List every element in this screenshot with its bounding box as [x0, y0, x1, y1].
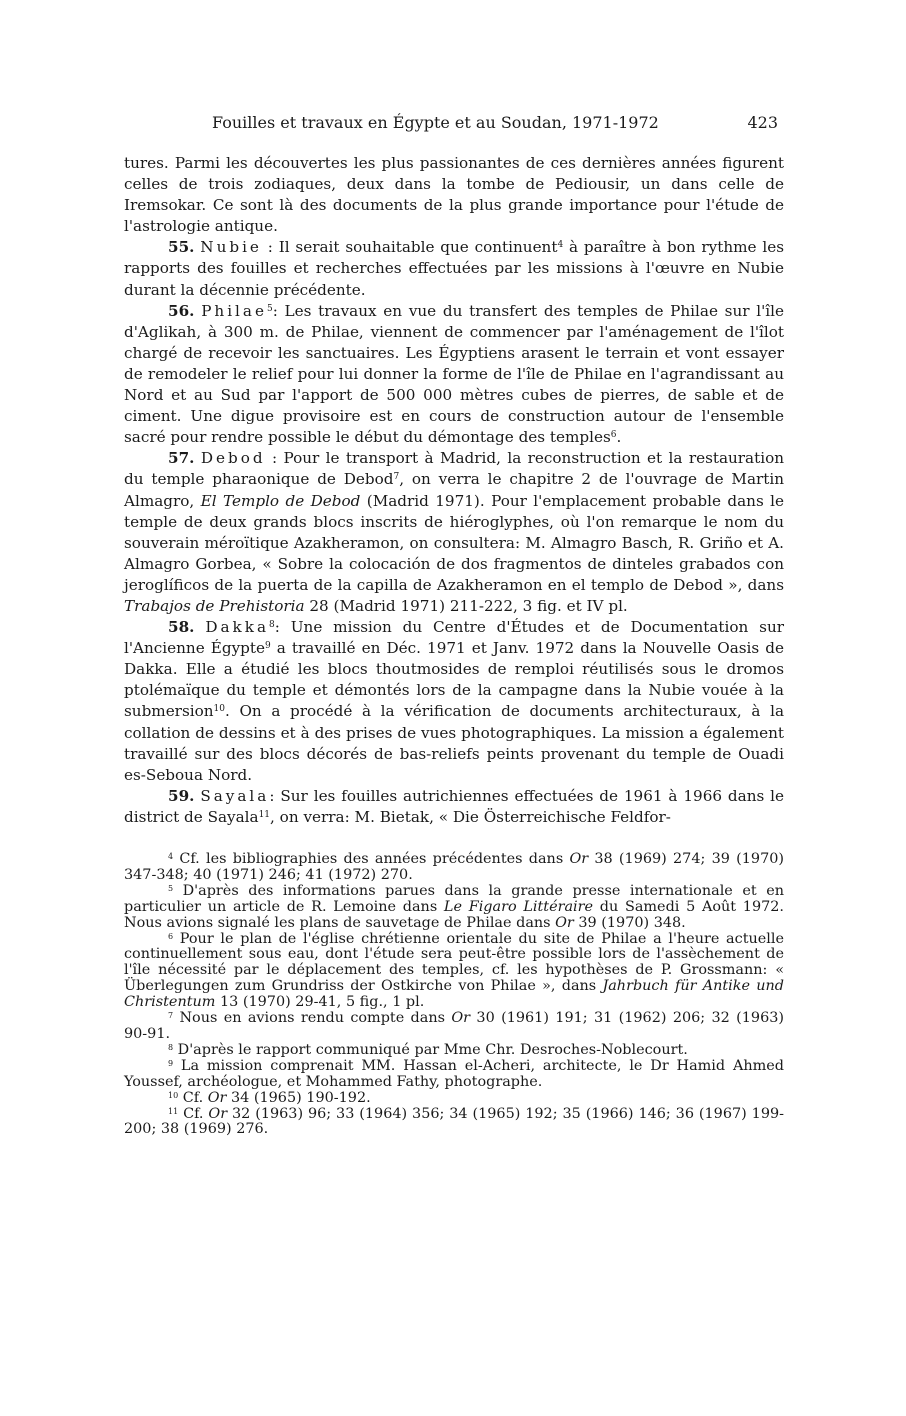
footnote-number: 6 — [168, 931, 174, 941]
section-59-paragraph: 59. Sayala: Sur les fouilles autrichiennes effectuées de 1961 à 1966 dans le district de Sayala$^{11}$, on verra: M. Bietak, « Die Österreichische Feldfor- — [124, 786, 785, 826]
main-text — [124, 153, 784, 828]
page-number: 423 — [747, 113, 778, 132]
paragraph-continuation: tures. Parmi les découvertes les plus passionantes de ces dernières années figurent celles de trois zodiaques, deux dans la tombe de Pediousir, un dans celle de Iremsokar. Ce sont là des documents de la plus grande importance pour l'étude de l'astrologie antique. — [124, 154, 784, 236]
footnote-ref[interactable]: 10 — [213, 704, 225, 715]
footnote-number: 5 — [168, 883, 174, 893]
footnote-number: 4 — [168, 852, 174, 861]
section-number: 58. — [168, 618, 195, 637]
section-heading: Sayala — [200, 786, 270, 805]
footnotes — [124, 852, 784, 1138]
footnote-8: $^8$ D'après le rapport communiqué par Mme Chr. Desroches-Noblecourt. — [168, 1041, 688, 1058]
footnote-7: $^7$ Nous en avions rendu compte dans Or 30 (1961) 191; 31 (1962) 206; 32 (1963) 90-91. — [124, 1010, 785, 1042]
footnote-number: 11 — [168, 1106, 179, 1116]
section-heading: Dakka — [205, 618, 270, 637]
footnote-ref[interactable]: 5 — [266, 303, 273, 314]
section-heading: Philae — [201, 301, 267, 320]
section-56-paragraph: 56. Philae$^5$: Les travaux en vue du transfert des temples de Philae sur l'île d'Aglikah, à 300 m. de Philae, viennent de commencer par l'aménagement de l'îlot chargé de recevoir les sanctuaires. Les Égyptiens arasent le terrain et vont essayer de remodeler le relief pour lui donner la forme de l'île de Philae en l'agrandissant au Nord et au Sud par l'apport de 500 000 mètres cubes de pierres, de sable et de ciment. Une digue provisoire est en cours de construction autour de l'ensemble sacré pour rendre possible le début du démontage des temples$^6$. — [124, 301, 784, 447]
section-number: 57. — [168, 449, 195, 468]
section-number: 55. — [168, 238, 195, 257]
footnote-5: $^5$ D'après des informations parues dans la grande presse internationale et en particulier un article de R. Lemoine dans Le Figaro Littéraire du Samedi 5 Août 1972. Nous avions signalé les plans de sauvetage de Philae dans Or 39 (1970) 348. — [124, 882, 785, 931]
book-title: El Templo de Debod — [200, 491, 361, 510]
section-number: 56. — [168, 301, 195, 320]
footnote-ref[interactable]: 7 — [393, 472, 400, 483]
footnote-number: 9 — [168, 1058, 174, 1068]
footnote-number: 7 — [168, 1011, 174, 1021]
footnote-ref[interactable]: 8 — [269, 620, 275, 631]
running-title: Fouilles et travaux en Égypte et au Soudan, 1971-1972 — [212, 113, 659, 132]
section-heading: Debod — [200, 449, 266, 468]
running-header — [124, 113, 784, 141]
section-55-paragraph: 55. Nubie : Il serait souhaitable que continuent$^4$ à paraître à bon rythme les rapports des fouilles et recherches effectuées par les missions à l'œuvre en Nubie durant la décennie précédente. — [124, 238, 785, 299]
section-57-paragraph: 57. Debod : Pour le transport à Madrid, la reconstruction et la restauration du temple pharaonique de Debod$^7$, on verra le chapitre 2 de l'ouvrage de Martin Almagro, El Templo de Debod (Madrid 1971). Pour l'emplacement probable dans le temple de deux grands blocs inscrits de hiéroglyphes, où l'on remarque le nom du souverain méroïtique Azakheramon, on consultera: M. Almagro Basch, R. Griño et A. Almagro Gorbea, « Sobre la colocación de dos fragmentos de dinteles grabados con jeroglíficos de la puerta de la capilla de Azakheramon en el templo de Debod », dans Trabajos de Prehistoria 28 (Madrid 1971) 211-222, 3 fig. et IV pl. — [124, 449, 785, 615]
journal-title: Trabajos de Prehistoria — [124, 596, 305, 615]
section-number: 59. — [168, 786, 195, 805]
section-heading: Nubie — [200, 238, 262, 257]
footnote-10: $^{10}$ Cf. Or 34 (1965) 190-192. — [168, 1089, 371, 1106]
footnote-ref[interactable]: 4 — [557, 240, 564, 251]
page — [124, 113, 784, 1138]
footnote-number: 10 — [168, 1090, 179, 1100]
footnote-4: $^4$ Cf. les bibliographies des années précédentes dans Or 38 (1969) 274; 39 (1970) 347-348; 40 (1971) 246; 41 (1972) 270. — [124, 851, 784, 883]
footnote-number: 8 — [168, 1042, 174, 1052]
section-58-paragraph: 58. Dakka$^8$: Une mission du Centre d'Études et de Documentation sur l'Ancienne Égypte$^9$ a travaillé en Déc. 1971 et Janv. 1972 dans la Nouvelle Oasis de Dakka. Elle a étudié les blocs thoutmosides de remploi réutilisés sous le dromos ptolémaïque du temple et démontés lors de la campagne dans la Nubie vouée à la submersion$^{10}$. On a procédé à la vérification de documents architecturaux, à la collation de dessins et à des prises de vues photographiques. La mission a également travaillé sur des blocs décorés de bas-reliefs peints provenant du temple de Ouadi es-Seboua Nord. — [124, 618, 784, 784]
footnote-ref[interactable]: 9 — [264, 641, 271, 652]
footnote-ref[interactable]: 6 — [610, 430, 617, 441]
footnote-6: $^6$ Pour le plan de l'église chrétienne orientale du site de Philae a l'heure actuelle continuellement sous eau, dont l'étude sera peut-être possible lors de l'assèchement de l'île nécessité par le déplacement des temples, cf. les hypothèses de P. Grossmann: « Überlegungen zum Grundriss der Ostkirche von Philae », dans Jahrbuch für Antike und Christentum 13 (1970) 29-41, 5 fig., 1 pl. — [124, 930, 784, 1011]
footnote-9: $^9$ La mission comprenait MM. Hassan el-Acheri, architecte, le Dr Hamid Ahmed Youssef, archéologue, et Mohammed Fathy, photographe. — [124, 1057, 784, 1090]
footnote-ref[interactable]: 11 — [258, 809, 271, 820]
footnote-11: $^{11}$ Cf. Or 32 (1963) 96; 33 (1964) 356; 34 (1965) 192; 35 (1966) 146; 36 (1967) 199-200; 38 (1969) 276. — [124, 1105, 784, 1138]
